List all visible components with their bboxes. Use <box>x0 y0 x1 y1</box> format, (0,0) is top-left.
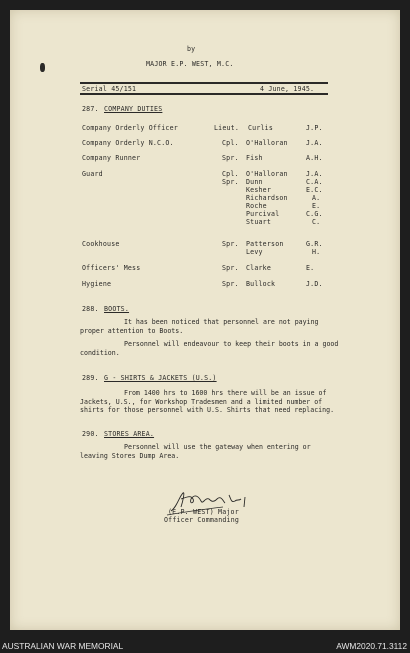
footer-accession: AWM2020.71.3112 <box>336 641 407 651</box>
duty-name: Clarke <box>246 264 272 272</box>
guard-name: Dunn <box>246 178 263 186</box>
duty-rank: Lieut. <box>214 124 240 132</box>
duty-name: Curlis <box>248 124 274 132</box>
duty-rank: Spr. <box>222 264 239 272</box>
duty-label: Company Runner <box>82 154 141 162</box>
duty-initials: J.D. <box>306 280 323 288</box>
section-288-para-1-text: It has been noticed that personnel are not paying proper attention to Boots. <box>80 318 319 335</box>
section-290-number: 290. <box>82 430 99 438</box>
duty-label: Cookhouse <box>82 240 120 248</box>
duty-label: Officers' Mess <box>82 264 141 272</box>
duty-rank: Cpl. <box>222 170 239 178</box>
duty-name: O'Halloran <box>246 139 288 147</box>
header-author: MAJOR E.P. WEST, M.C. <box>146 60 234 68</box>
guard-name: Roche <box>246 202 267 210</box>
guard-initials: E.C. <box>306 186 323 194</box>
duty-name: Bullock <box>246 280 276 288</box>
bottom-rule <box>80 93 328 95</box>
header-by: by <box>187 45 196 53</box>
section-290-para <box>80 443 342 460</box>
duty-rank: Spr. <box>222 240 239 248</box>
duty-rank: Spr. <box>222 154 239 162</box>
section-289-number: 289. <box>82 374 99 382</box>
duty-label: Company Orderly Officer <box>82 124 178 132</box>
footer-bar <box>0 640 410 653</box>
section-289-para <box>80 389 342 415</box>
section-288-heading: BOOTS. <box>104 305 130 313</box>
section-288-number: 288. <box>82 305 99 313</box>
section-289-para-text: From 1400 hrs to 1600 hrs there will be an issue of Jackets, U.S., for Workshop Tradesmen and a limited number of shirts for those personnel with U.S. Shirts that need replacing. <box>80 389 335 415</box>
section-287-heading: COMPANY DUTIES <box>104 105 163 113</box>
duty-initials: G.R. <box>306 240 323 248</box>
duty-label: Guard <box>82 170 103 178</box>
section-287-number: 287. <box>82 105 99 113</box>
guard-initials: E. <box>312 202 321 210</box>
section-290-heading: STORES AREA. <box>104 430 155 438</box>
section-288-para-2-text: Personnel will endeavour to keep their boots in a good condition. <box>80 340 339 357</box>
guard-name: Purcival <box>246 210 280 218</box>
punch-hole <box>40 63 45 72</box>
duty-rank: Spr. <box>222 178 239 186</box>
signature-title: Officer Commanding <box>164 516 240 524</box>
duty-initials: H. <box>312 248 321 256</box>
section-290-para-text: Personnel will use the gateway when entering or leaving Stores Dump Area. <box>80 443 311 460</box>
top-rule <box>80 82 328 84</box>
duty-initials: A.H. <box>306 154 323 162</box>
duty-rank: Cpl. <box>222 139 239 147</box>
duty-name: Patterson <box>246 240 284 248</box>
guard-initials: C.A. <box>306 178 323 186</box>
serial-label: Serial 45/151 <box>82 85 137 93</box>
duty-initials: E. <box>306 264 315 272</box>
signature-name: (E.P. WEST) Major <box>168 508 239 516</box>
duty-label: Company Orderly N.C.O. <box>82 139 174 147</box>
guard-initials: J.A. <box>306 170 323 178</box>
duty-label: Hygiene <box>82 280 112 288</box>
duty-initials: J.A. <box>306 139 323 147</box>
guard-initials: C.G. <box>306 210 323 218</box>
duty-name: Fish <box>246 154 263 162</box>
guard-name: Kesher <box>246 186 272 194</box>
section-288-para-1 <box>80 318 342 335</box>
section-288-para-2 <box>80 340 342 357</box>
footer-institution: AUSTRALIAN WAR MEMORIAL <box>2 641 124 651</box>
duty-rank: Spr. <box>222 280 239 288</box>
guard-initials: A. <box>312 194 321 202</box>
section-289-heading: G - SHIRTS & JACKETS (U.S.) <box>104 374 217 382</box>
serial-date: 4 June, 1945. <box>260 85 315 93</box>
guard-initials: C. <box>312 218 321 226</box>
guard-name: Richardson <box>246 194 288 202</box>
duty-initials: J.P. <box>306 124 323 132</box>
guard-name: O'Halloran <box>246 170 288 178</box>
duty-name: Levy <box>246 248 263 256</box>
guard-name: Stuart <box>246 218 272 226</box>
